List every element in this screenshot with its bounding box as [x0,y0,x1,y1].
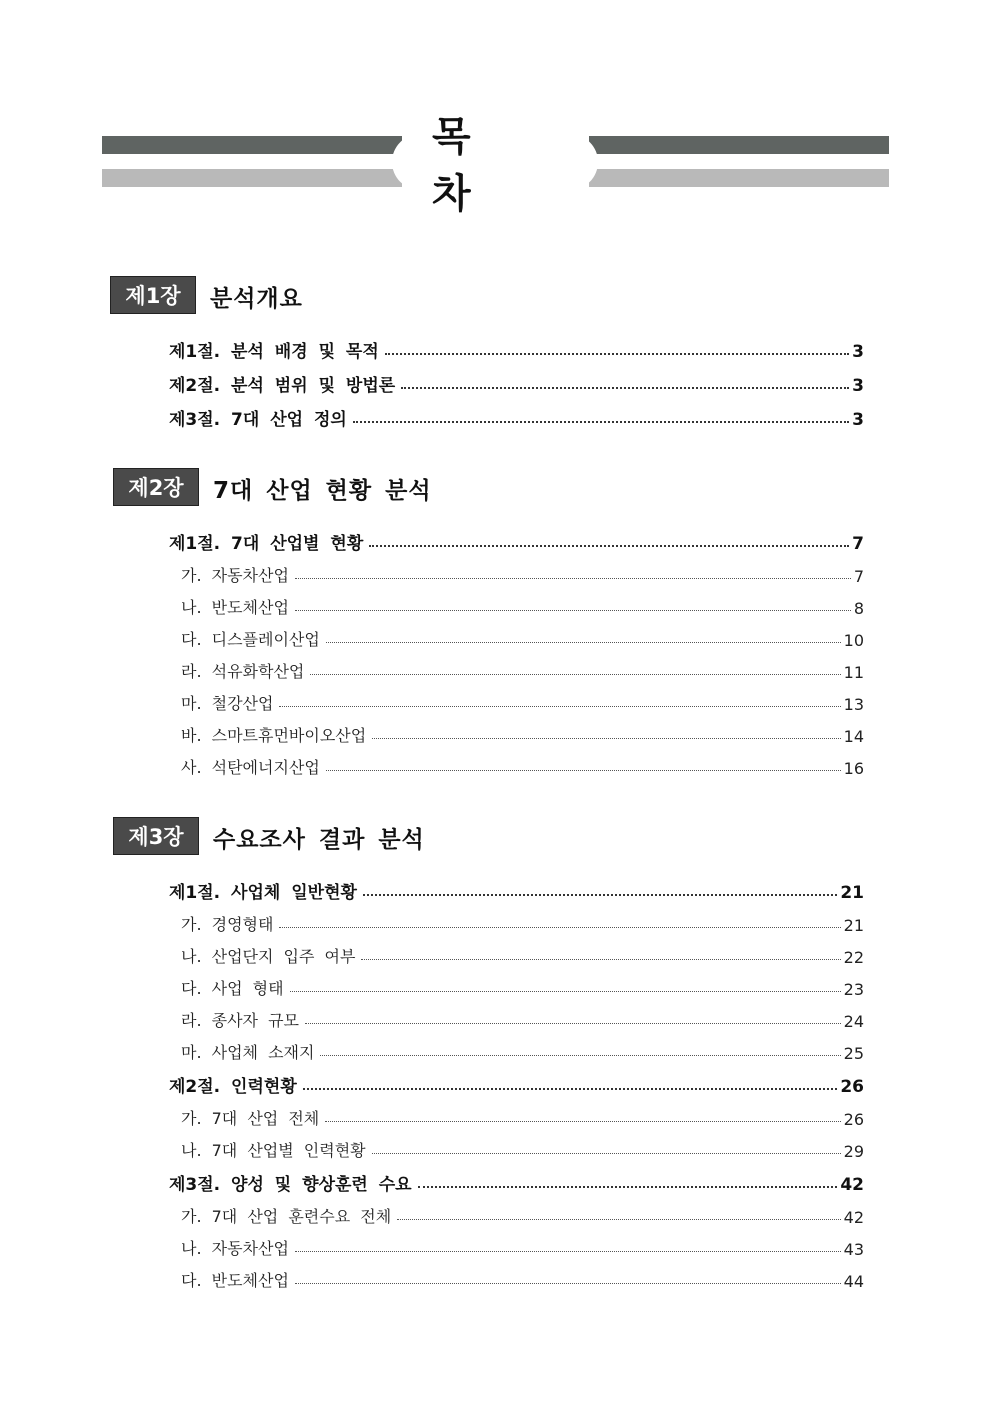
dot-leader [326,769,841,771]
toc-subsection-row[interactable] [181,554,864,586]
toc-label: 나. 반도체산업 [181,598,289,617]
toc-label: 제1절. 사업체 일반현황 [169,883,357,903]
toc-subsection-row[interactable] [181,1129,864,1161]
toc-label: 사. 석탄에너지산업 [181,758,320,777]
chapter-badge: 제1장 [110,276,196,314]
toc-page-number: 21 [840,883,864,903]
toc-page-number: 16 [843,759,864,778]
dot-leader [369,544,849,547]
chapter-title[interactable]: 7대 산업 현황 분석 [213,478,432,504]
toc-subsection-row[interactable] [181,935,864,967]
toc-page-number: 22 [843,948,864,967]
toc-list [0,869,992,1291]
toc-label: 제1절. 7대 산업별 현황 [169,534,364,554]
toc-label: 다. 디스플레이산업 [181,630,320,649]
chapter-3 [0,817,992,1291]
title-banner [102,114,889,217]
dot-leader [295,1282,841,1284]
toc-label: 나. 7대 산업별 인력현황 [181,1141,366,1160]
toc-label: 나. 자동차산업 [181,1239,289,1258]
chapter-header [0,817,992,855]
dot-leader [353,420,849,423]
chapter-title[interactable]: 분석개요 [210,286,303,312]
dot-leader [397,1218,840,1220]
dot-leader [372,737,840,739]
toc-subsection-row[interactable] [181,903,864,935]
dot-leader [326,641,841,643]
chapter-title[interactable]: 수요조사 결과 분석 [213,827,425,853]
toc-page-number: 25 [843,1044,864,1063]
dot-leader [325,1120,840,1122]
toc-section-row[interactable] [169,1161,864,1195]
toc-list [0,328,992,430]
banner-bar-dark-left [102,136,402,154]
toc-page-number: 29 [843,1142,864,1161]
toc-page-number: 7 [852,534,864,554]
dot-leader [385,352,849,355]
toc-section-row[interactable] [169,869,864,903]
toc-page-number: 43 [843,1240,864,1259]
toc-label: 제2절. 분석 범위 및 방법론 [169,376,396,396]
chapter-header [0,276,992,314]
toc-label: 나. 산업단지 입주 여부 [181,947,356,966]
dot-leader [401,386,849,389]
dot-leader [418,1185,838,1188]
chapter-header [0,468,992,506]
chapter-badge: 제3장 [113,817,199,855]
chapter-1 [0,276,992,430]
toc-subsection-row[interactable] [181,746,864,778]
toc-label: 제1절. 분석 배경 및 목적 [169,342,379,362]
banner-bar-dark-right [589,136,889,154]
toc-section-row[interactable] [169,1063,864,1097]
page-title: 목 차 [432,114,511,217]
toc-section-row[interactable] [169,520,864,554]
toc-section-row[interactable] [169,328,864,362]
toc-section-row[interactable] [169,362,864,396]
toc-page-number: 13 [843,695,864,714]
toc-section-row[interactable] [169,396,864,430]
toc-label: 가. 7대 산업 전체 [181,1109,320,1128]
toc-subsection-row[interactable] [181,1259,864,1291]
toc-subsection-row[interactable] [181,1195,864,1227]
toc-label: 제2절. 인력현황 [169,1077,297,1097]
chapter-badge: 제2장 [113,468,199,506]
toc-page-number: 3 [852,342,864,362]
dot-leader [303,1087,838,1090]
toc-subsection-row[interactable] [181,682,864,714]
toc-page-number: 7 [853,567,864,586]
toc-page-number: 3 [852,376,864,396]
banner-bar-light-right [589,169,889,187]
chapter-2 [0,468,992,778]
title-pill [392,114,598,217]
dot-leader [305,1022,841,1024]
dot-leader [361,958,840,960]
toc-list [0,520,992,778]
dot-leader [295,1250,841,1252]
toc-label: 가. 자동차산업 [181,566,289,585]
toc-page-number: 21 [843,916,864,935]
toc-page-number: 10 [843,631,864,650]
toc-label: 제3절. 7대 산업 정의 [169,410,347,430]
toc-page-number: 42 [840,1175,864,1195]
banner-bar-light-left [102,169,402,187]
dot-leader [290,990,841,992]
toc-label: 바. 스마트휴먼바이오산업 [181,726,367,745]
toc-label: 라. 석유화학산업 [181,662,305,681]
dot-leader [279,705,840,707]
toc-page-number: 11 [843,663,864,682]
toc-label: 제3절. 양성 및 향상훈련 수요 [169,1175,412,1195]
toc-page-number: 23 [843,980,864,999]
toc-label: 마. 사업체 소재지 [181,1043,315,1062]
dot-leader [372,1152,841,1154]
dot-leader [310,673,840,675]
toc-page-number: 42 [843,1208,864,1227]
toc-page-number: 26 [843,1110,864,1129]
toc-page-number: 26 [840,1077,864,1097]
toc-subsection-row[interactable] [181,1097,864,1129]
dot-leader [295,609,851,611]
dot-leader [279,926,840,928]
toc-subsection-row[interactable] [181,586,864,618]
toc-page-number: 24 [843,1012,864,1031]
toc-label: 다. 사업 형태 [181,979,284,998]
toc-label: 가. 경영형태 [181,915,274,934]
toc-label: 마. 철강산업 [181,694,274,713]
toc-subsection-row[interactable] [181,650,864,682]
dot-leader [363,893,837,896]
toc-label: 라. 종사자 규모 [181,1011,299,1030]
toc-page-number: 3 [852,410,864,430]
dot-leader [320,1054,840,1056]
toc-subsection-row[interactable] [181,999,864,1031]
toc-page-number: 14 [843,727,864,746]
toc-subsection-row[interactable] [181,1227,864,1259]
toc-subsection-row[interactable] [181,618,864,650]
toc-subsection-row[interactable] [181,1031,864,1063]
toc-page-number: 8 [853,599,864,618]
toc-label: 다. 반도체산업 [181,1271,289,1290]
toc-label: 가. 7대 산업 훈련수요 전체 [181,1207,392,1226]
toc-subsection-row[interactable] [181,714,864,746]
toc-subsection-row[interactable] [181,967,864,999]
toc-page-number: 44 [843,1272,864,1291]
dot-leader [295,577,851,579]
